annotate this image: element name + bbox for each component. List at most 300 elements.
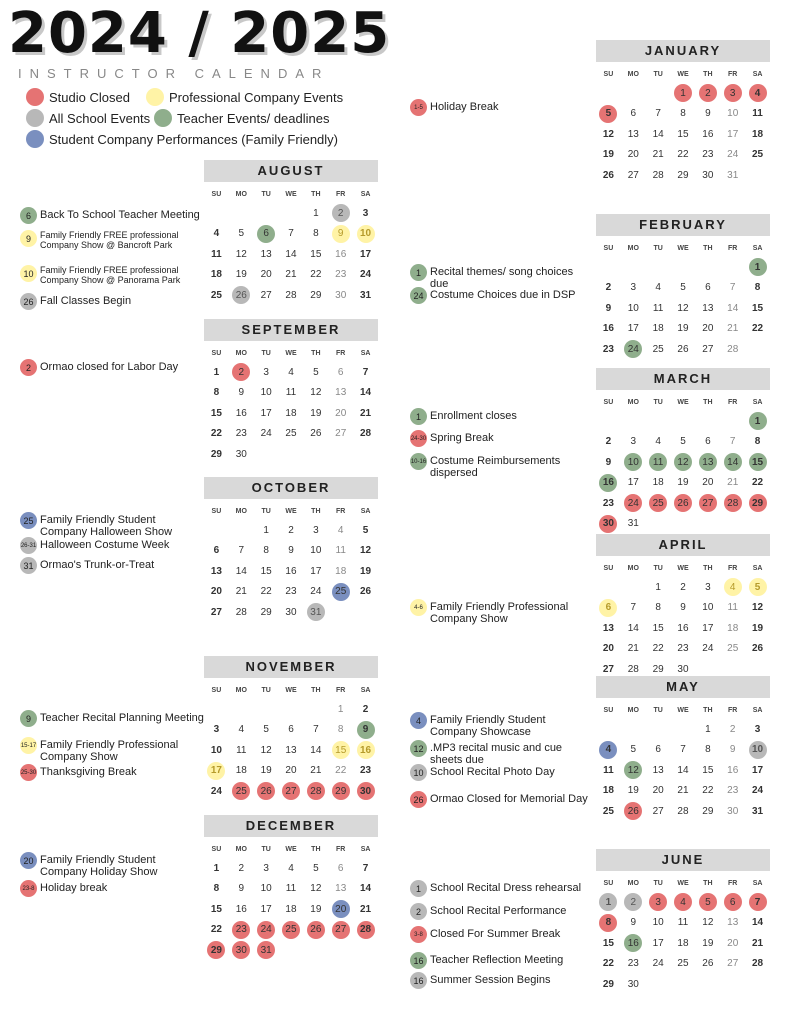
calendar-event	[20, 537, 200, 554]
day-cell	[596, 473, 621, 494]
event-description: Holiday break	[40, 882, 108, 894]
day-number: 21	[727, 477, 739, 489]
day-number: 9	[605, 302, 612, 314]
day-cell	[254, 858, 279, 879]
day-cell	[254, 602, 279, 623]
day-number: 28	[652, 169, 664, 181]
day-cell	[621, 740, 646, 761]
day-cell	[353, 403, 378, 424]
day-cell	[353, 781, 378, 802]
empty-day-cell	[646, 719, 671, 740]
weekday-label: FR	[336, 687, 346, 694]
day-number: 18	[210, 269, 222, 281]
day-cell	[695, 801, 720, 822]
event-date-badge: 2	[410, 903, 427, 920]
day-number: 6	[705, 282, 711, 294]
day-cell	[671, 432, 696, 453]
event-date-badge: 25	[20, 512, 37, 529]
month-header: AUGUST	[204, 160, 378, 182]
day-cell	[204, 940, 229, 961]
day-number: 3	[213, 724, 220, 736]
day-cell	[303, 383, 328, 404]
weekday-label: SA	[360, 191, 371, 198]
day-number: 12	[360, 545, 372, 557]
event-date-badge: 26	[410, 791, 427, 808]
day-cell	[720, 618, 745, 639]
day-number: 29	[207, 941, 225, 959]
weekday-label: MO	[627, 399, 639, 406]
calendar-event	[20, 265, 190, 285]
event-date-badge: 16	[410, 952, 427, 969]
day-number: 11	[652, 302, 664, 314]
day-number: 10	[624, 453, 642, 471]
day-number: 27	[702, 343, 714, 355]
day-number: 23	[602, 343, 614, 355]
day-cell	[695, 319, 720, 340]
empty-day-cell	[596, 577, 621, 598]
day-number: 30	[357, 782, 375, 800]
day-cell	[646, 760, 671, 781]
weekday-header-row	[596, 240, 770, 257]
day-number: 11	[211, 248, 222, 260]
day-number: 19	[602, 149, 614, 161]
day-number: 12	[702, 917, 714, 929]
weekday-label: TH	[703, 245, 713, 252]
day-cell	[745, 781, 770, 802]
day-number: 16	[702, 128, 714, 140]
calendar-event	[410, 926, 600, 943]
day-number: 8	[213, 387, 220, 399]
weekday-label: WE	[677, 71, 689, 78]
event-date-badge: 25-30	[20, 764, 37, 781]
day-number: 12	[677, 302, 689, 314]
weekday-header-row	[596, 394, 770, 411]
calendar-event	[20, 293, 210, 310]
calendar-event	[410, 599, 590, 625]
empty-day-cell	[621, 83, 646, 104]
event-description: Family Friendly Student Company Showcase	[430, 714, 546, 738]
day-number: 29	[310, 289, 322, 301]
day-number: 6	[630, 108, 637, 120]
day-cell	[671, 913, 696, 934]
day-cell	[353, 879, 378, 900]
day-number: 3	[263, 366, 269, 378]
day-cell	[303, 720, 328, 741]
day-number: 25	[210, 289, 222, 301]
calendar-event	[410, 952, 600, 969]
day-cell	[328, 244, 353, 265]
day-cell	[596, 145, 621, 166]
day-number: 9	[630, 917, 637, 929]
day-cell	[720, 124, 745, 145]
day-cell	[204, 561, 229, 582]
day-number: 14	[235, 565, 247, 577]
day-cell	[596, 740, 621, 761]
day-cell	[695, 719, 720, 740]
day-number: 9	[680, 602, 686, 614]
day-number: 7	[655, 108, 661, 120]
day-number: 19	[677, 477, 689, 489]
empty-day-cell	[303, 699, 328, 720]
day-number: 13	[335, 883, 347, 895]
day-number: 24	[210, 785, 222, 797]
day-cell	[279, 740, 304, 761]
event-description: Back To School Teacher Meeting	[40, 209, 200, 221]
day-number: 2	[680, 581, 686, 593]
day-cell	[596, 639, 621, 660]
day-number: 7	[630, 602, 637, 614]
day-cell	[621, 913, 646, 934]
empty-day-cell	[204, 520, 229, 541]
event-date-badge: 15-17	[20, 737, 37, 754]
weekday-label: MO	[627, 71, 639, 78]
day-number: 11	[285, 387, 297, 399]
day-cell	[204, 244, 229, 265]
day-number: 25	[232, 782, 250, 800]
legend-item	[26, 130, 338, 148]
day-number: 8	[754, 282, 761, 294]
event-date-badge: 10-16	[410, 453, 427, 470]
day-number: 13	[602, 622, 614, 634]
day-cell	[621, 974, 646, 995]
day-cell	[646, 298, 671, 319]
day-number: 22	[652, 643, 664, 655]
day-cell	[279, 424, 304, 445]
empty-day-cell	[279, 699, 304, 720]
day-cell	[303, 224, 328, 245]
day-cell	[229, 285, 254, 306]
day-cell	[695, 933, 720, 954]
day-cell	[745, 933, 770, 954]
day-cell	[671, 165, 696, 186]
day-cell	[695, 278, 720, 299]
day-cell	[229, 582, 254, 603]
weekday-label: MO	[627, 707, 639, 714]
month-header: JUNE	[596, 849, 770, 871]
day-cell	[596, 618, 621, 639]
calendar-event	[410, 791, 600, 808]
day-number: 22	[702, 785, 714, 797]
day-cell	[745, 319, 770, 340]
day-number: 24	[752, 785, 764, 797]
day-number: 3	[649, 893, 667, 911]
day-cell	[671, 760, 696, 781]
month-header: MAY	[596, 676, 770, 698]
day-cell	[254, 265, 279, 286]
day-number: 22	[210, 924, 222, 936]
day-cell	[229, 265, 254, 286]
empty-day-cell	[279, 203, 304, 224]
day-cell	[254, 520, 279, 541]
day-number: 26	[232, 286, 250, 304]
empty-day-cell	[671, 411, 696, 432]
day-cell	[303, 285, 328, 306]
day-number: 2	[699, 84, 717, 102]
weekday-label: SU	[211, 687, 222, 694]
day-cell	[303, 899, 328, 920]
day-cell	[695, 83, 720, 104]
weekday-label: TH	[311, 350, 321, 357]
day-number: 11	[752, 108, 763, 120]
day-cell	[353, 362, 378, 383]
day-cell	[646, 801, 671, 822]
day-cell	[254, 561, 279, 582]
day-number: 4	[749, 84, 767, 102]
day-number: 24	[652, 958, 664, 970]
day-number: 11	[236, 744, 247, 756]
day-number: 3	[313, 524, 319, 536]
calendar-event	[410, 430, 590, 447]
event-description: .MP3 recital music and cue sheets due	[430, 742, 563, 766]
day-number: 29	[677, 169, 689, 181]
weekday-label: FR	[336, 846, 346, 853]
day-number: 21	[752, 937, 764, 949]
weekday-label: FR	[336, 350, 346, 357]
weekday-label: TH	[703, 71, 713, 78]
day-cell	[353, 383, 378, 404]
day-number: 15	[210, 407, 222, 419]
weekday-label: TU	[261, 191, 271, 198]
day-cell	[353, 920, 378, 941]
day-cell	[671, 145, 696, 166]
day-number: 12	[624, 761, 642, 779]
day-number: 30	[335, 289, 347, 301]
day-number: 16	[602, 323, 614, 335]
weekday-label: SA	[360, 508, 371, 515]
weekday-label: SU	[603, 245, 614, 252]
day-cell	[353, 541, 378, 562]
day-cell	[229, 244, 254, 265]
day-number: 2	[238, 862, 245, 874]
day-number: 7	[729, 436, 736, 448]
day-cell	[596, 165, 621, 186]
day-cell	[671, 577, 696, 598]
calendar-event	[20, 764, 200, 781]
day-number: 11	[649, 453, 667, 471]
day-number: 16	[285, 565, 297, 577]
day-number: 30	[727, 805, 739, 817]
legend-label: Teacher Events/ deadlines	[177, 110, 330, 126]
event-date-badge: 23-8	[20, 880, 37, 897]
weekday-label: TU	[653, 399, 663, 406]
day-cell	[303, 203, 328, 224]
day-number: 21	[310, 765, 322, 777]
day-number: 11	[727, 602, 738, 614]
day-number: 23	[677, 643, 689, 655]
day-number: 27	[282, 782, 300, 800]
event-description: Ormao Closed for Memorial Day	[430, 793, 588, 805]
day-number: 29	[332, 782, 350, 800]
day-cell	[279, 879, 304, 900]
day-cell	[204, 602, 229, 623]
day-number: 7	[680, 744, 686, 756]
day-number: 12	[674, 453, 692, 471]
day-cell	[279, 582, 304, 603]
day-cell	[328, 403, 353, 424]
event-date-badge: 1	[410, 264, 427, 281]
weekday-header-row	[204, 186, 378, 203]
empty-day-cell	[671, 257, 696, 278]
day-cell	[229, 362, 254, 383]
day-cell	[646, 954, 671, 975]
empty-day-cell	[254, 699, 279, 720]
day-number: 16	[727, 764, 739, 776]
event-description: Teacher Reflection Meeting	[430, 954, 564, 966]
day-number: 12	[310, 387, 322, 399]
day-cell	[621, 493, 646, 514]
day-cell	[720, 639, 745, 660]
day-cell	[745, 432, 770, 453]
day-cell	[254, 362, 279, 383]
day-cell	[695, 432, 720, 453]
day-cell	[621, 452, 646, 473]
day-number: 15	[702, 764, 714, 776]
day-number: 5	[362, 524, 369, 536]
day-cell	[279, 265, 304, 286]
day-cell	[695, 639, 720, 660]
day-cell	[695, 339, 720, 360]
day-number: 15	[602, 937, 614, 949]
day-number: 8	[213, 883, 220, 895]
day-number: 20	[285, 765, 297, 777]
day-cell	[353, 265, 378, 286]
day-number: 14	[360, 387, 372, 399]
day-cell	[279, 383, 304, 404]
day-number: 19	[752, 622, 764, 634]
day-cell	[621, 165, 646, 186]
day-cell	[254, 781, 279, 802]
month-header: FEBRUARY	[596, 214, 770, 236]
day-number: 18	[727, 622, 739, 634]
month-january	[596, 40, 770, 186]
month-header: DECEMBER	[204, 815, 378, 837]
event-description: Ormao closed for Labor Day	[40, 361, 179, 373]
weekday-label: TH	[703, 565, 713, 572]
calendar-event	[20, 852, 190, 878]
day-cell	[621, 432, 646, 453]
day-cell	[279, 285, 304, 306]
day-number: 3	[754, 723, 761, 735]
weekday-label: SU	[211, 191, 222, 198]
day-cell	[596, 104, 621, 125]
day-number: 13	[652, 764, 664, 776]
day-cell	[646, 892, 671, 913]
month-header: OCTOBER	[204, 477, 378, 499]
day-number: 21	[677, 785, 689, 797]
day-cell	[254, 403, 279, 424]
calendar-subtitle: INSTRUCTOR CALENDAR	[18, 66, 330, 81]
calendar-event	[410, 903, 600, 920]
day-number: 7	[288, 228, 294, 240]
weekday-label: FR	[728, 399, 738, 406]
day-cell	[621, 639, 646, 660]
day-number: 2	[624, 893, 642, 911]
day-cell	[254, 720, 279, 741]
day-number: 2	[605, 282, 612, 294]
day-number: 23	[602, 497, 614, 509]
day-cell	[745, 83, 770, 104]
day-number: 14	[677, 764, 689, 776]
day-cell	[720, 719, 745, 740]
day-cell	[745, 104, 770, 125]
day-cell	[303, 879, 328, 900]
day-cell	[303, 858, 328, 879]
day-number: 28	[627, 663, 639, 675]
day-number: 5	[313, 366, 319, 378]
day-cell	[671, 892, 696, 913]
day-cell	[646, 473, 671, 494]
day-number: 21	[652, 149, 664, 161]
weekday-label: WE	[677, 880, 689, 887]
day-cell	[204, 740, 229, 761]
day-cell	[745, 740, 770, 761]
weekday-label: MO	[235, 846, 247, 853]
month-october	[204, 477, 378, 623]
weekday-label: TH	[703, 707, 713, 714]
day-number: 26	[702, 958, 714, 970]
weekday-label: FR	[728, 71, 738, 78]
day-cell	[279, 781, 304, 802]
calendar-event	[20, 880, 200, 897]
weekday-label: WE	[285, 350, 297, 357]
day-cell	[646, 278, 671, 299]
day-number: 16	[235, 903, 247, 915]
event-description: Summer Session Begins	[430, 974, 551, 986]
day-number: 20	[602, 643, 614, 655]
weekday-label: FR	[336, 191, 346, 198]
day-grid	[204, 699, 378, 802]
weekday-label: SA	[752, 707, 763, 714]
day-number: 19	[310, 903, 322, 915]
day-number: 14	[724, 453, 742, 471]
day-number: 4	[674, 893, 692, 911]
day-cell	[596, 339, 621, 360]
day-cell	[596, 124, 621, 145]
day-cell	[646, 493, 671, 514]
day-cell	[646, 598, 671, 619]
day-number: 2	[288, 524, 294, 536]
legend-item	[154, 109, 329, 127]
day-number: 27	[335, 428, 347, 440]
day-number: 7	[362, 862, 369, 874]
day-cell	[745, 801, 770, 822]
day-number: 20	[702, 477, 714, 489]
day-number: 23	[285, 586, 297, 598]
weekday-label: SA	[752, 565, 763, 572]
empty-day-cell	[695, 257, 720, 278]
day-number: 16	[235, 407, 247, 419]
day-cell	[229, 444, 254, 465]
day-cell	[720, 598, 745, 619]
day-number: 6	[257, 225, 275, 243]
day-cell	[328, 920, 353, 941]
day-number: 26	[602, 169, 614, 181]
day-number: 10	[357, 225, 375, 243]
day-number: 5	[749, 578, 767, 596]
weekday-label: FR	[728, 707, 738, 714]
weekday-label: SU	[603, 565, 614, 572]
day-number: 26	[677, 343, 689, 355]
day-cell	[303, 740, 328, 761]
day-number: 22	[677, 149, 689, 161]
day-cell	[204, 424, 229, 445]
weekday-label: TH	[311, 846, 321, 853]
empty-day-cell	[596, 411, 621, 432]
day-number: 8	[655, 602, 661, 614]
day-cell	[695, 760, 720, 781]
event-description: Costume Choices due in DSP	[430, 289, 576, 301]
day-number: 30	[627, 978, 639, 990]
